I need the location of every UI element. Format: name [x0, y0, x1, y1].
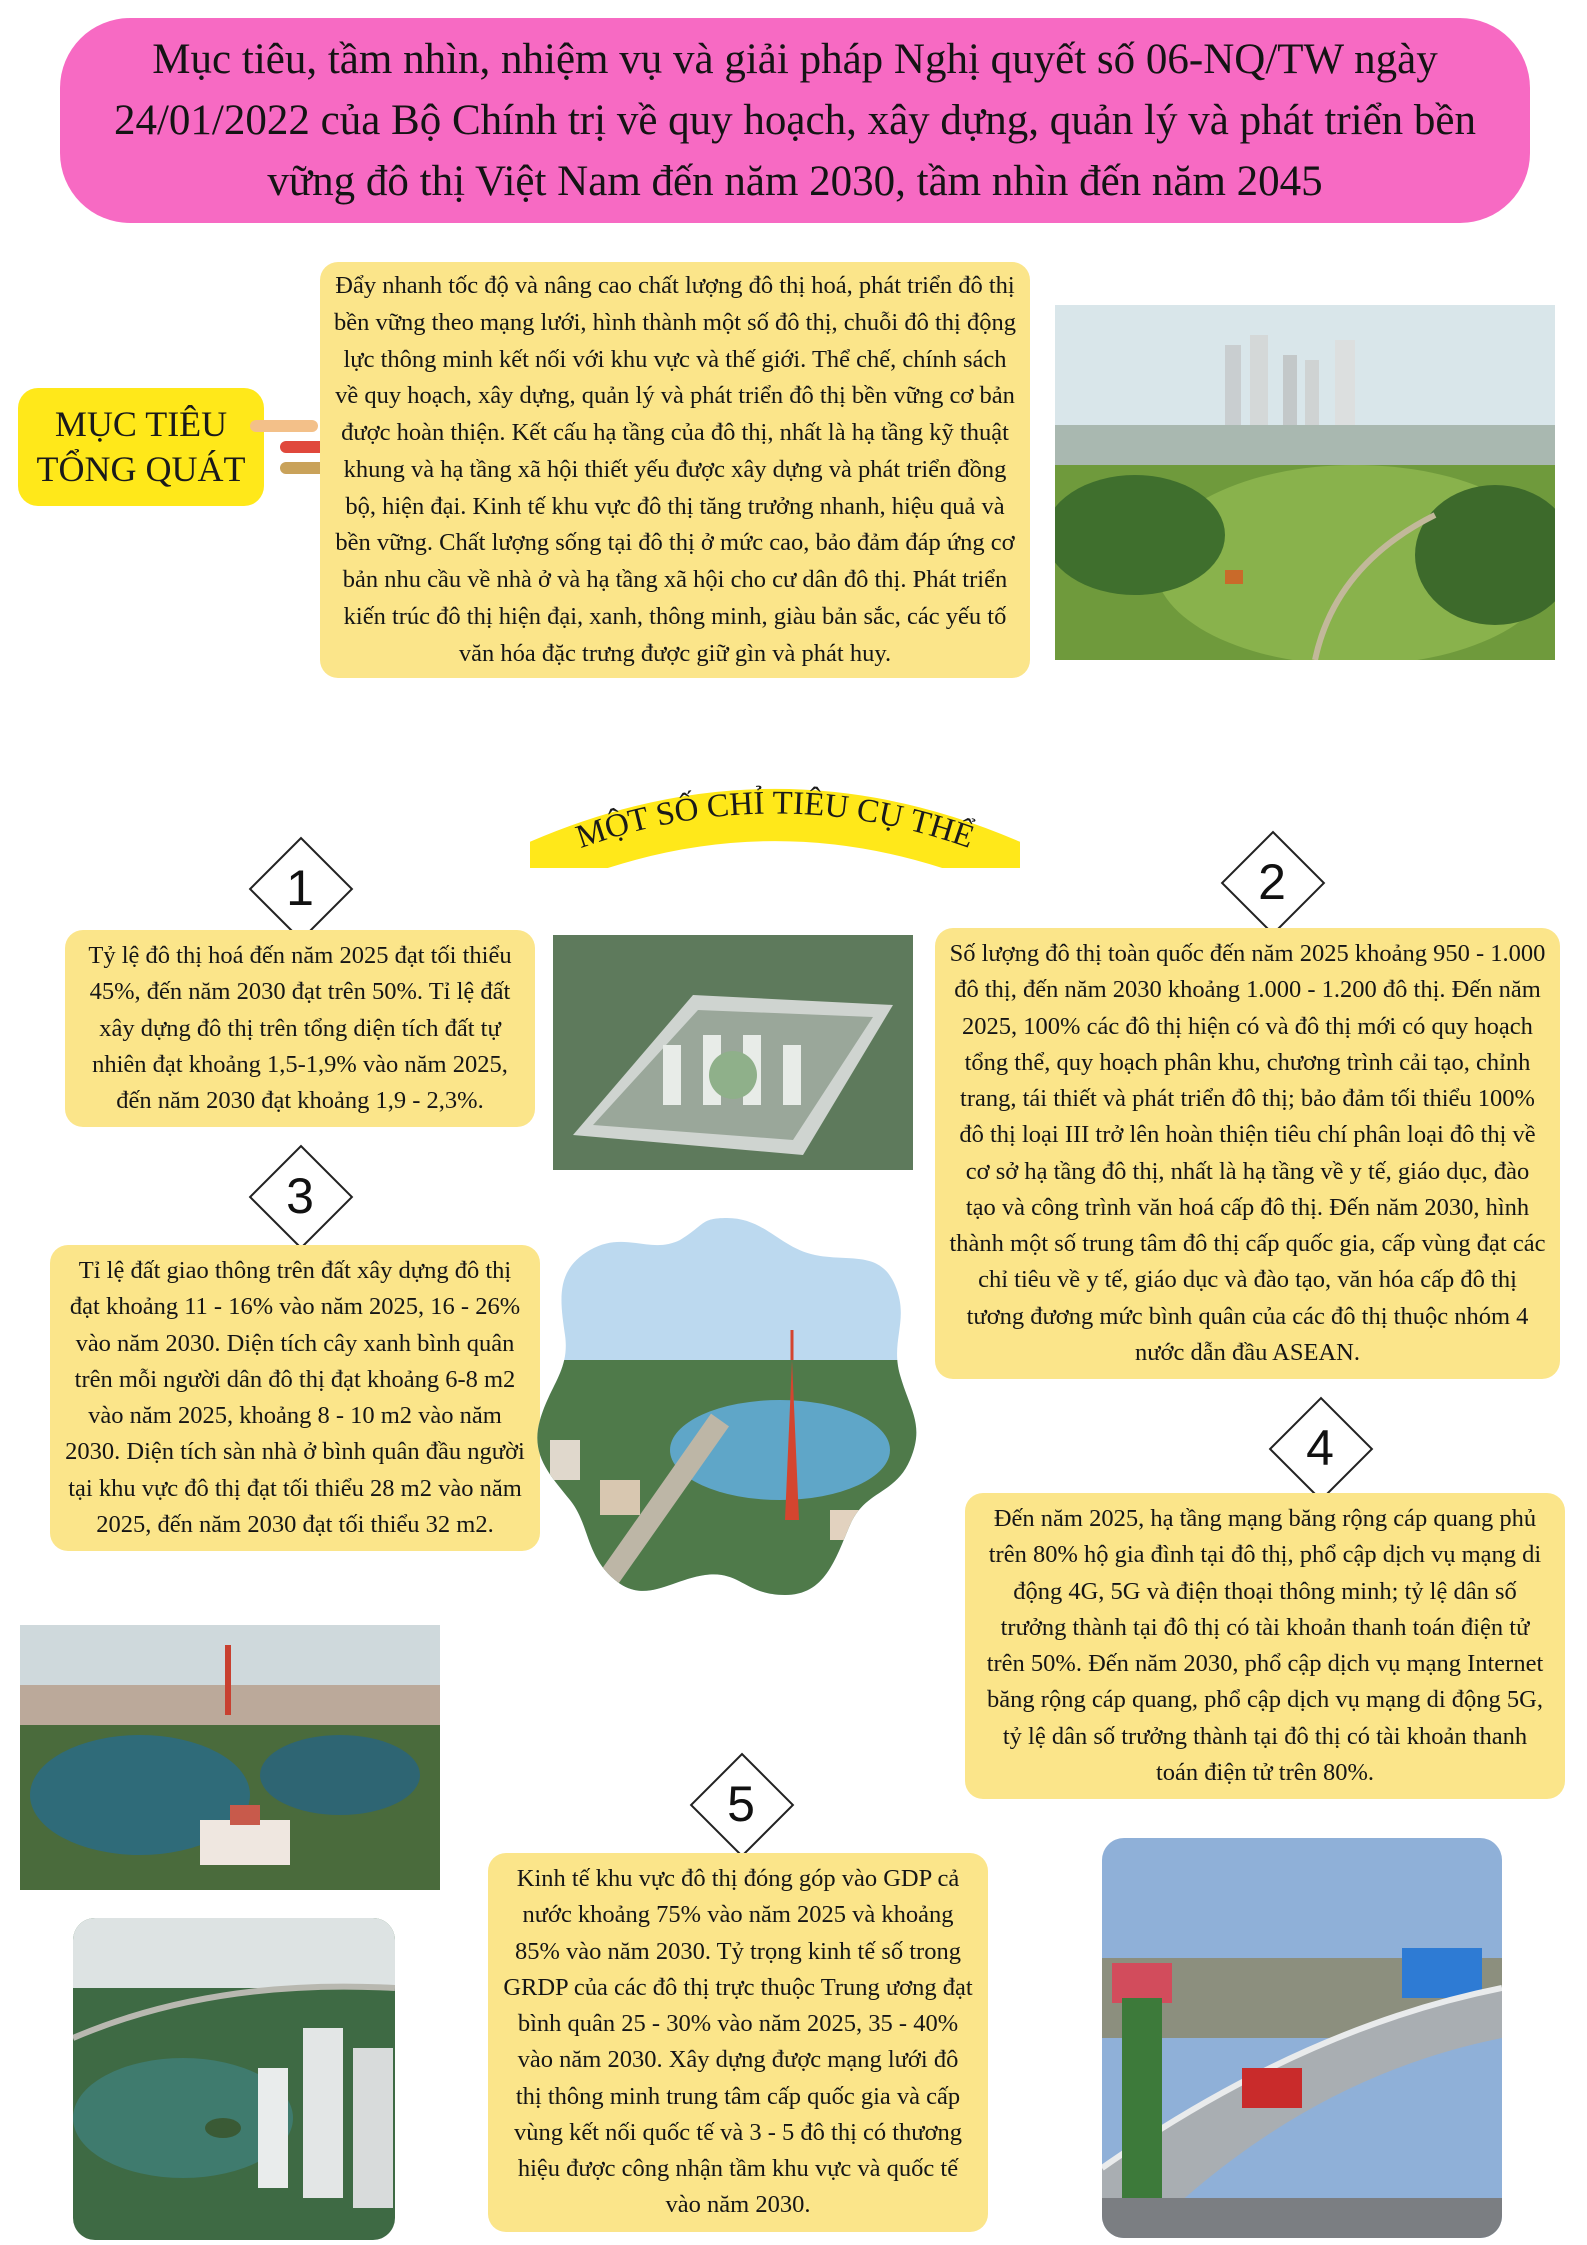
header-banner	[60, 18, 1530, 223]
target-2-text: Số lượng đô thị toàn quốc đến năm 2025 khoảng 950 - 1.000 đô thị, đến năm 2030 khoảng 1.000 - 1.200 đô thị. Đến năm 2025, 100% các đô thị hiện có và đô thị mới có quy hoạch tổng thể, quy hoạch phân khu, chương trình cải tạo, chỉnh trang, tái thiết và phát triển đô thị; bảo đảm tối thiểu 100% đô thị loại III trở lên hoàn thiện tiêu chí phân loại đô thị về cơ sở hạ tầng đô thị, nhất là hạ tầng về y tế, giáo dục, đào tạo và công trình văn hoá cấp đô thị. Đến năm 2030, hình thành một số trung tâm đô thị cấp quốc gia, cấp vùng đạt các chỉ tiêu về y tế, giáo dục và đào tạo, văn hóa cấp đô thị tương đương mức bình quân của các đô thị thuộc nhóm 4 nước dẫn đầu ASEAN.	[935, 928, 1560, 1379]
target-4-text: Đến năm 2025, hạ tầng mạng băng rộng cáp quang phủ trên 80% hộ gia đình tại đô thị, phổ cập dịch vụ mạng di động 4G, 5G và điện thoại thông minh; tỷ lệ dân số trưởng thành tại đô thị có tài khoản thanh toán điện tử trên 50%. Đến năm 2030, phổ cập dịch vụ mạng Internet băng rộng cáp quang, phổ cập dịch vụ mạng di động 5G, tỷ lệ dân số trưởng thành tại đô thị có tài khoản thanh toán điện tử trên 80%.	[965, 1493, 1565, 1799]
apartment-lake-photo	[73, 1918, 395, 2240]
lake-monument-photo	[20, 1625, 440, 1890]
target-1-text: Tỷ lệ đô thị hoá đến năm 2025 đạt tối thiểu 45%, đến năm 2030 đạt trên 50%. Tỉ lệ đất xây dựng đô thị trên tổng diện tích đất tự nhiên đạt khoảng 1,5-1,9% vào năm 2025, đến năm 2030 đạt khoảng 1,9 - 2,3%.	[65, 930, 535, 1127]
section-ribbon	[530, 782, 1020, 868]
target-3-badge	[250, 1146, 350, 1246]
stripe-1	[250, 420, 318, 432]
target-2-number: 2	[1258, 854, 1286, 910]
target-1-number: 1	[286, 860, 314, 916]
target-1-badge	[250, 838, 350, 938]
target-4-badge	[1270, 1398, 1370, 1498]
target-2-badge	[1222, 832, 1322, 932]
target-5-number: 5	[727, 1776, 755, 1832]
city-tower-photo	[530, 1210, 925, 1605]
flyover-photo	[1102, 1838, 1502, 2238]
page-title: Mục tiêu, tầm nhìn, nhiệm vụ và giải pháp Nghị quyết số 06-NQ/TW ngày 24/01/2022 của Bộ Chính trị về quy hoạch, xây dựng, quản lý và phát triển bền vững đô thị Việt Nam đến năm 2030, tầm nhìn đến năm 2045	[113, 35, 1477, 206]
section-title: MỘT SỐ CHỈ TIÊU CỤ THỂ	[571, 785, 979, 856]
target-4-number: 4	[1306, 1420, 1334, 1476]
park-city-photo	[1055, 305, 1555, 660]
goal-text: Đẩy nhanh tốc độ và nâng cao chất lượng đô thị hoá, phát triển đô thị bền vững theo mạng lưới, hình thành một số đô thị, chuỗi đô thị động lực thông minh kết nối với khu vực và thế giới. Thể chế, chính sách về quy hoạch, xây dựng, quản lý và phát triển đô thị bền vững cơ bản được hoàn thiện. Kết cấu hạ tầng của đô thị, nhất là hạ tầng kỹ thuật khung và hạ tầng xã hội thiết yếu được xây dựng và phát triển đồng bộ, hiện đại. Kinh tế khu vực đô thị tăng trưởng nhanh, hiệu quả và bền vững. Chất lượng sống tại đô thị ở mức cao, bảo đảm đáp ứng cơ bản nhu cầu về nhà ở và hạ tầng xã hội cho cư dân đô thị. Phát triển kiến trúc đô thị hiện đại, xanh, thông minh, giàu bản sắc, các yếu tố văn hóa đặc trưng được giữ gìn và phát huy.	[320, 262, 1030, 678]
target-3-number: 3	[286, 1168, 314, 1224]
target-3-text: Tỉ lệ đất giao thông trên đất xây dựng đô thị đạt khoảng 11 - 16% vào năm 2025, 16 - 26% vào năm 2030. Diện tích cây xanh bình quân trên mỗi người dân đô thị đạt khoảng 6-8 m2 vào năm 2025, khoảng 8 - 10 m2 vào năm 2030. Diện tích sàn nhà ở bình quân đầu người tại khu vực đô thị đạt tối thiểu 28 m2 vào năm 2025, đến năm 2030 đạt tối thiểu 32 m2.	[50, 1245, 540, 1551]
goal-label: MỤC TIÊU TỔNG QUÁT	[18, 388, 264, 506]
target-5-badge	[691, 1754, 791, 1854]
urban-model-photo	[553, 935, 913, 1170]
target-5-text: Kinh tế khu vực đô thị đóng góp vào GDP cả nước khoảng 75% vào năm 2025 và khoảng 85% vào năm 2030. Tỷ trọng kinh tế số trong GRDP của các đô thị trực thuộc Trung ương đạt bình quân 25 - 30% vào năm 2025, 35 - 40% vào năm 2030. Xây dựng được mạng lưới đô thị thông minh trung tâm cấp quốc gia và cấp vùng kết nối quốc tế và 3 - 5 đô thị có thương hiệu được công nhận tầm khu vực và quốc tế vào năm 2030.	[488, 1853, 988, 2232]
